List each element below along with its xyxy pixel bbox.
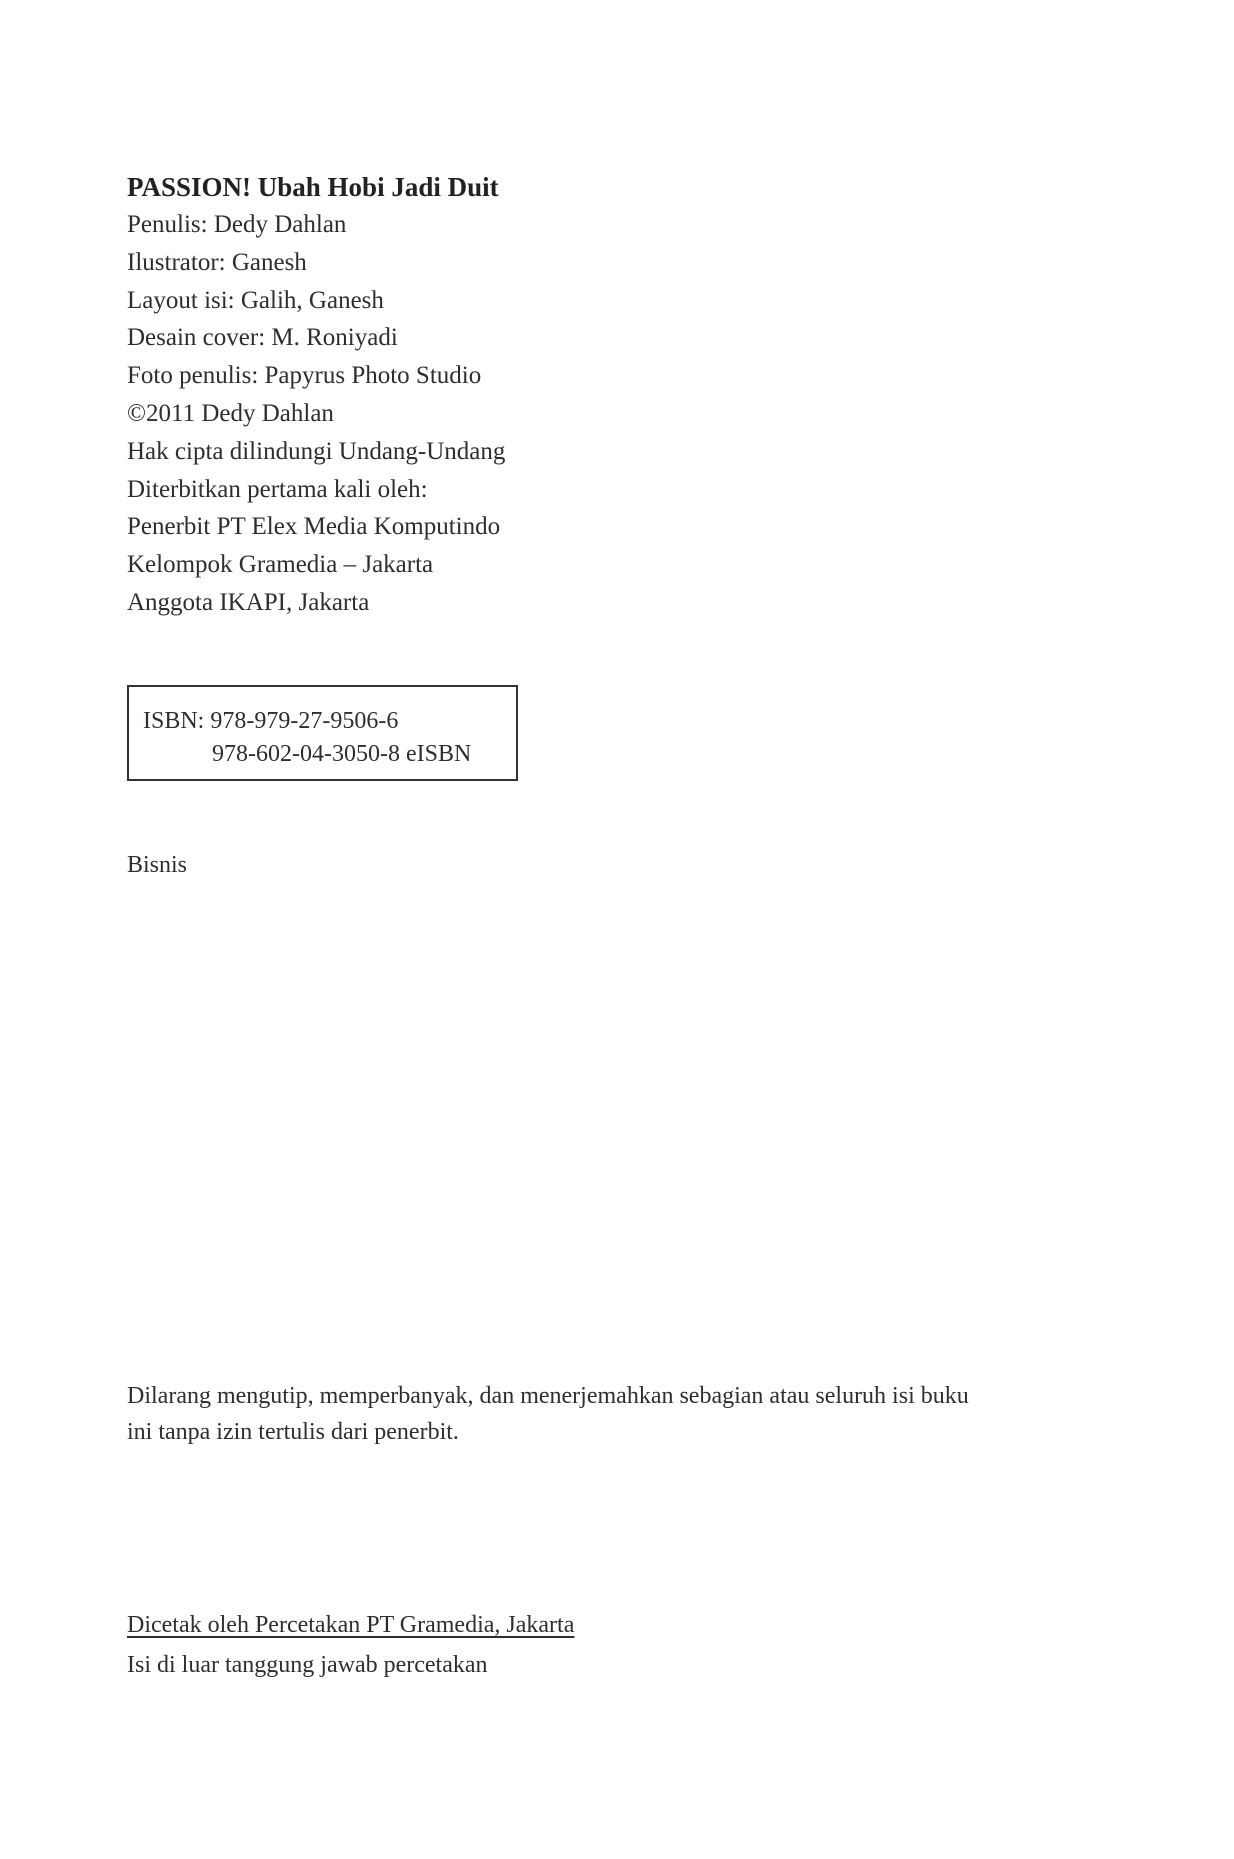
isbn-electronic: 978-602-04-3050-8 eISBN xyxy=(212,741,472,767)
notice-line-2: ini tanpa izin tertulis dari penerbit. xyxy=(127,1419,459,1445)
author-line: Penulis: Dedy Dahlan xyxy=(127,211,347,238)
cover-design-line: Desain cover: M. Roniyadi xyxy=(127,324,398,352)
publisher-group-line: Kelompok Gramedia – Jakarta xyxy=(127,551,434,579)
credits-block xyxy=(127,168,767,622)
isbn-box xyxy=(127,685,518,781)
publisher-line: Penerbit PT Elex Media Komputindo xyxy=(127,513,501,541)
copyright-line: ©2011 Dedy Dahlan xyxy=(127,399,334,427)
isbn-print: ISBN: 978-979-27-9506-6 xyxy=(143,708,399,734)
printer-disclaimer-line: Isi di luar tanggung jawab percetakan xyxy=(127,1652,488,1678)
layout-line: Layout isi: Galih, Ganesh xyxy=(127,286,384,314)
book-title: PASSION! Ubah Hobi Jadi Duit xyxy=(127,172,499,202)
ikapi-member-line: Anggota IKAPI, Jakarta xyxy=(127,588,370,616)
reproduction-notice xyxy=(127,1378,1127,1450)
illustrator-line: Ilustrator: Ganesh xyxy=(127,248,307,276)
category-label: Bisnis xyxy=(127,852,188,878)
rights-line: Hak cipta dilindungi Undang-Undang xyxy=(127,437,506,465)
first-published-line: Diterbitkan pertama kali oleh: xyxy=(127,475,428,503)
printer-block xyxy=(127,1605,574,1685)
printed-by-line: Dicetak oleh Percetakan PT Gramedia, Jakarta xyxy=(127,1612,575,1638)
notice-line-1: Dilarang mengutip, memperbanyak, dan menerjemahkan sebagian atau seluruh isi buku xyxy=(127,1383,969,1409)
author-photo-line: Foto penulis: Papyrus Photo Studio xyxy=(127,362,482,390)
